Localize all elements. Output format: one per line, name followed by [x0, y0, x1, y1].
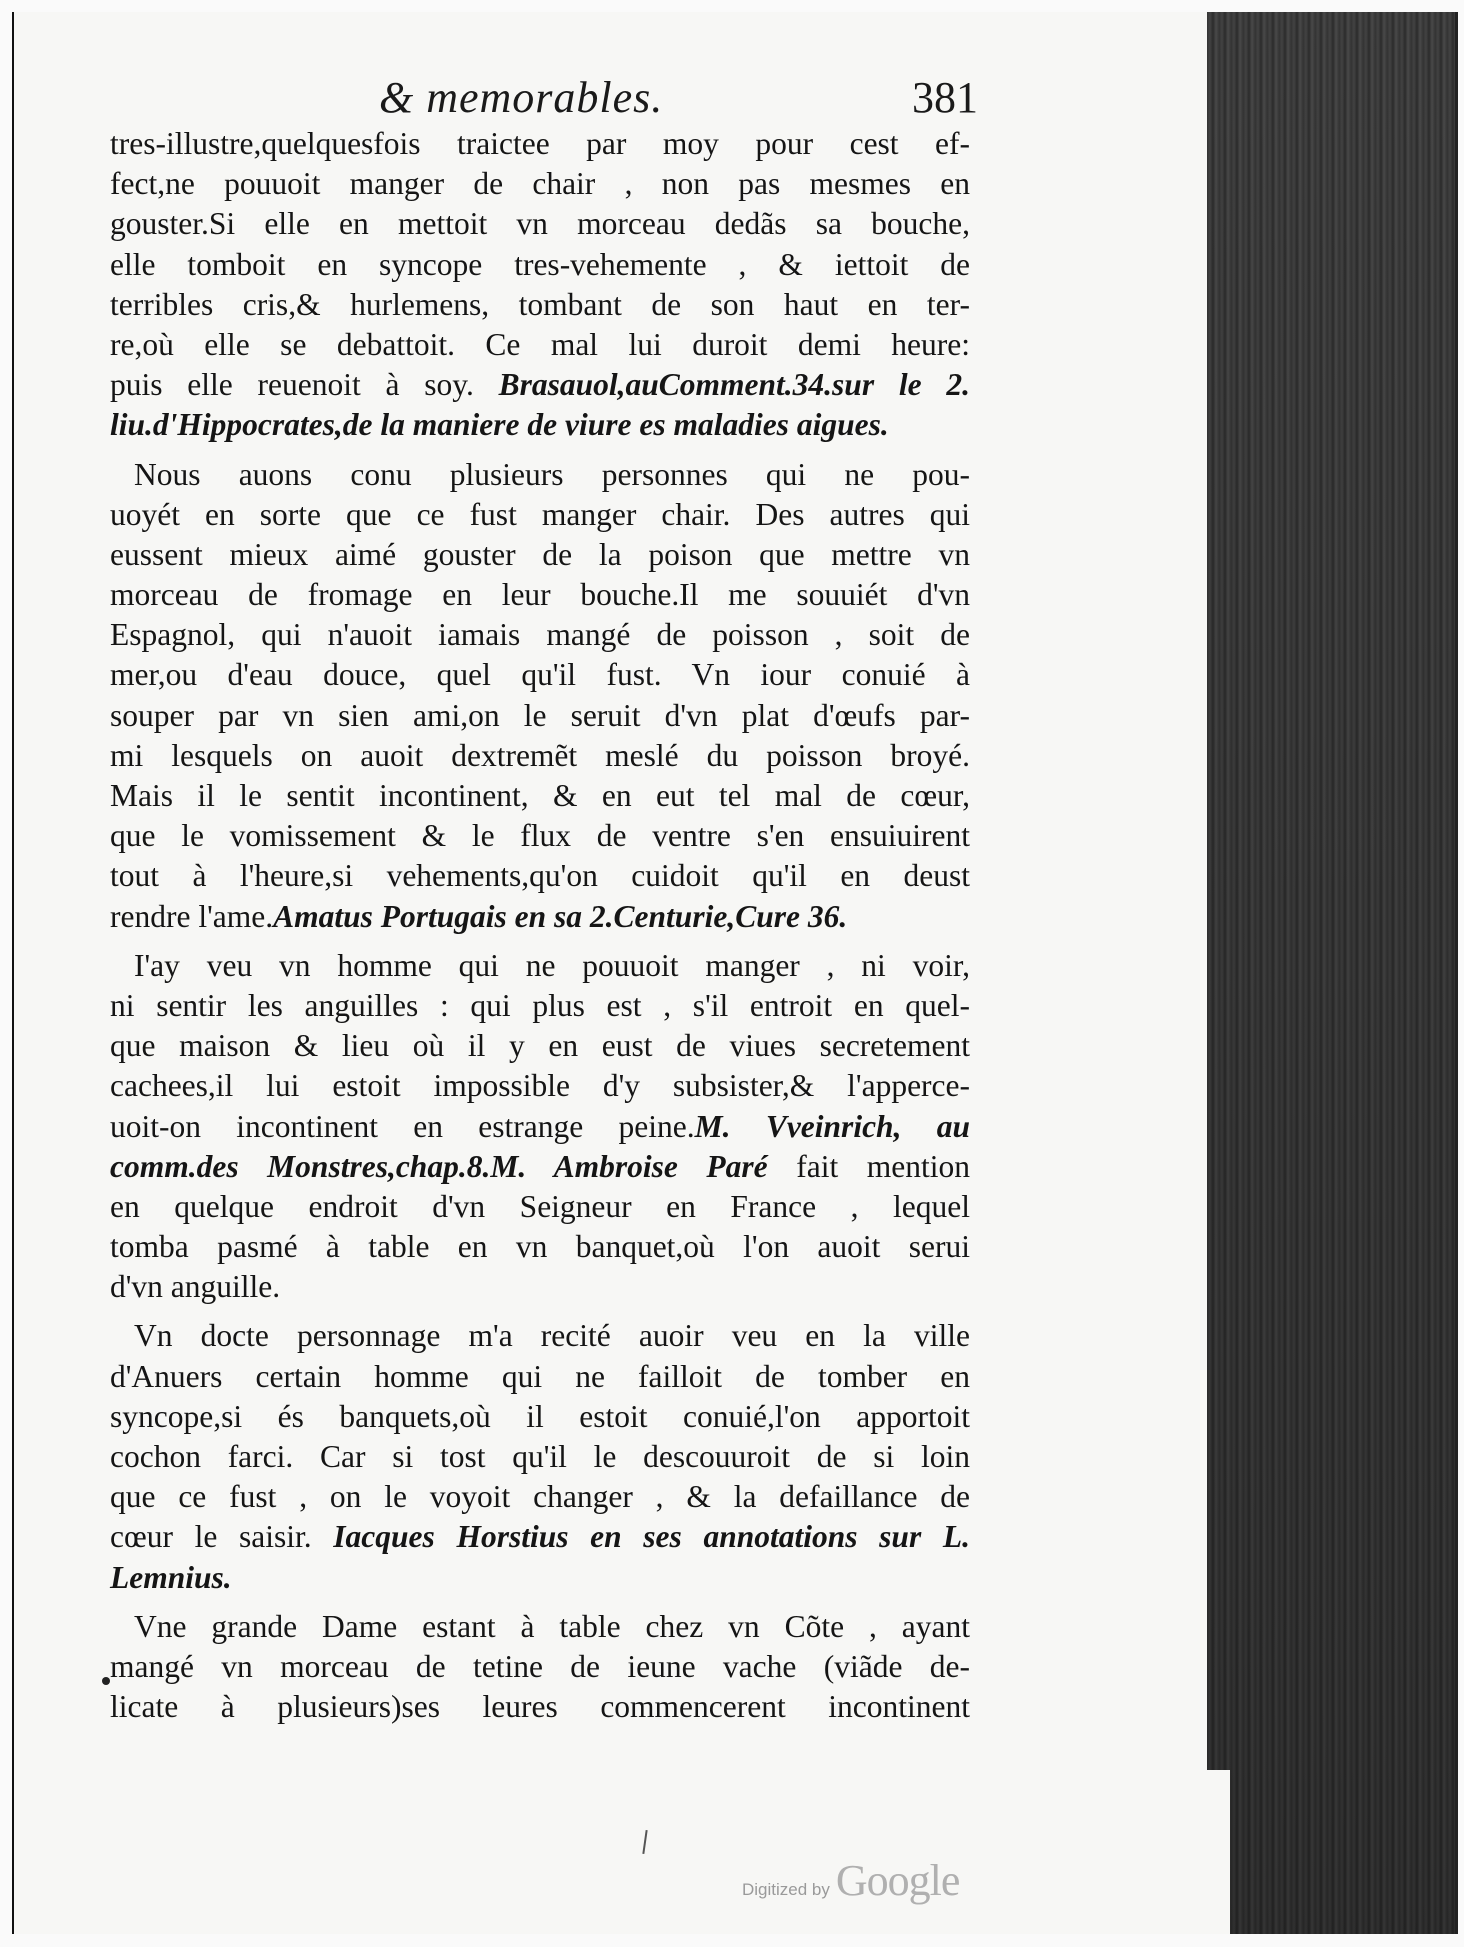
text-line	[110, 1316, 970, 1356]
page-corner	[1140, 1770, 1230, 1934]
text-segment: en quelque endroit d'vn Seigneur en France , lequel	[110, 1188, 970, 1224]
text-segment: I'ay veu vn homme qui ne pouuoit manger , ni voir,	[134, 947, 970, 983]
text-segment: rendre l'ame.	[110, 898, 274, 934]
citation-text: Iacques Horstius en ses annotations sur L.	[333, 1519, 970, 1555]
text-line	[110, 575, 970, 615]
text-line	[110, 1227, 970, 1267]
text-line	[110, 736, 970, 776]
text-line	[110, 124, 970, 164]
text-line	[110, 1107, 970, 1147]
text-line	[110, 1066, 970, 1106]
text-line	[110, 1517, 970, 1557]
text-segment: licate à plusieurs)ses leures commencerent incontinent	[110, 1689, 970, 1725]
text-segment: cachees,il lui estoit impossible d'y subsister,& l'apperce-	[110, 1068, 970, 1104]
text-segment: uoit-on incontinent en estrange peine.	[110, 1108, 695, 1144]
text-line	[110, 1607, 970, 1647]
text-segment: mi lesquels on auoit dextremẽt meslé du poisson broyé.	[110, 737, 970, 773]
text-segment: Espagnol, qui n'auoit iamais mangé de poisson , soit de	[110, 617, 970, 653]
text-line	[110, 776, 970, 816]
citation-text: Lemnius.	[110, 1559, 232, 1595]
text-segment: mer,ou d'eau douce, quel qu'il fust. Vn iour conuié à	[110, 657, 970, 693]
text-segment: Nous auons conu plusieurs personnes qui ne pou-	[134, 456, 970, 492]
text-line	[110, 615, 970, 655]
text-line	[110, 897, 970, 937]
text-line	[110, 946, 970, 986]
text-line	[110, 1558, 970, 1598]
ink-speck	[102, 1677, 110, 1685]
body-text	[110, 124, 970, 1727]
text-segment: tout à l'heure,si vehements,qu'on cuidoit qu'il en deust	[110, 858, 970, 894]
text-segment: tres-illustre,quelquesfois traictee par moy pour cest ef-	[110, 126, 970, 161]
text-line	[110, 1687, 970, 1727]
text-line	[110, 365, 970, 405]
text-segment: fect,ne pouuoit manger de chair , non pas mesmes en	[110, 166, 970, 202]
text-segment: souper par vn sien ami,on le seruit d'vn plat d'œufs par-	[110, 697, 970, 733]
text-segment: morceau de fromage en leur bouche.Il me souuiét d'vn	[110, 577, 970, 613]
page-number: 381	[912, 73, 978, 122]
text-line	[110, 325, 970, 365]
text-line	[110, 164, 970, 204]
watermark-prefix: Digitized by	[742, 1880, 830, 1899]
text-segment: d'vn anguille.	[110, 1269, 281, 1305]
text-line	[110, 1267, 970, 1307]
page-header	[14, 72, 1209, 122]
text-segment: mangé vn morceau de tetine de ieune vache (viãde de-	[110, 1648, 970, 1684]
text-line	[110, 696, 970, 736]
text-segment: ni sentir les anguilles : qui plus est , s'il entroit en quel-	[110, 987, 970, 1023]
text-line	[110, 986, 970, 1026]
text-segment: gouster.Si elle en mettoit vn morceau dedãs sa bouche,	[110, 206, 970, 242]
text-line	[110, 856, 970, 896]
text-segment: cœur le saisir.	[110, 1519, 334, 1555]
text-line	[110, 455, 970, 495]
text-segment: eussent mieux aimé gouster de la poison que mettre vn	[110, 536, 970, 572]
text-line	[110, 495, 970, 535]
text-line	[110, 1357, 970, 1397]
text-line	[110, 1477, 970, 1517]
paragraph-gap	[110, 446, 970, 455]
text-segment: Vne grande Dame estant à table chez vn Cõte , ayant	[134, 1608, 970, 1644]
text-line	[110, 285, 970, 325]
text-segment: terribles cris,& hurlemens, tombant de son haut en ter-	[110, 286, 970, 322]
citation-text: Brasauol,auComment.34.sur le 2.	[498, 367, 970, 403]
text-segment: que maison & lieu où il y en eust de viues secretement	[110, 1028, 970, 1064]
text-line	[110, 1647, 970, 1687]
text-segment: puis elle reuenoit à soy.	[110, 367, 499, 403]
text-segment: syncope,si és banquets,où il estoit conuié,l'on apportoit	[110, 1398, 970, 1434]
text-line	[110, 1026, 970, 1066]
text-segment: cochon farci. Car si tost qu'il le descouuroit de si loin	[110, 1439, 970, 1474]
text-line	[110, 245, 970, 285]
text-line	[110, 1187, 970, 1227]
google-logo: Google	[835, 1856, 960, 1905]
text-line	[110, 535, 970, 575]
text-segment: Mais il le sentit incontinent, & en eut tel mal de cœur,	[110, 778, 970, 813]
text-segment: que le vomissement & le flux de ventre s'en ensuiuirent	[110, 818, 970, 854]
citation-text: liu.d'Hippocrates,de la maniere de viure es maladies aigues.	[110, 407, 889, 443]
text-line	[110, 405, 970, 445]
citation-text: M. Vveinrich, au	[694, 1108, 970, 1144]
text-line	[110, 1437, 970, 1477]
page-edge-shadow	[1207, 12, 1458, 1934]
paragraph-gap	[110, 1598, 970, 1607]
paragraph-gap	[110, 937, 970, 946]
text-segment: uoyét en sorte que ce fust manger chair. Des autres qui	[110, 496, 970, 532]
citation-text: comm.des Monstres,chap.8.M. Ambroise Paré	[110, 1148, 768, 1184]
text-segment: d'Anuers certain homme qui ne failloit de tomber en	[110, 1358, 970, 1394]
digitized-watermark	[742, 1855, 959, 1906]
text-line	[110, 204, 970, 244]
text-segment: Vn docte personnage m'a recité auoir veu en la ville	[134, 1318, 970, 1354]
text-segment: re,où elle se debattoit. Ce mal lui duroit demi heure:	[110, 326, 970, 362]
running-head: & memorables.	[379, 73, 664, 122]
text-line	[110, 655, 970, 695]
citation-text: Amatus Portugais en sa 2.Centurie,Cure 36.	[273, 898, 848, 934]
text-segment: fait mention	[767, 1148, 970, 1184]
book-page	[12, 12, 1209, 1934]
text-line	[110, 816, 970, 856]
paragraph-gap	[110, 1307, 970, 1316]
text-segment: tomba pasmé à table en vn banquet,où l'on auoit serui	[110, 1229, 970, 1265]
text-line	[110, 1397, 970, 1437]
stray-pen-mark	[642, 1830, 647, 1854]
text-segment: que ce fust , on le voyoit changer , & la defaillance de	[110, 1479, 970, 1515]
text-segment: elle tomboit en syncope tres-vehemente , & iettoit de	[110, 246, 970, 282]
text-line	[110, 1147, 970, 1187]
